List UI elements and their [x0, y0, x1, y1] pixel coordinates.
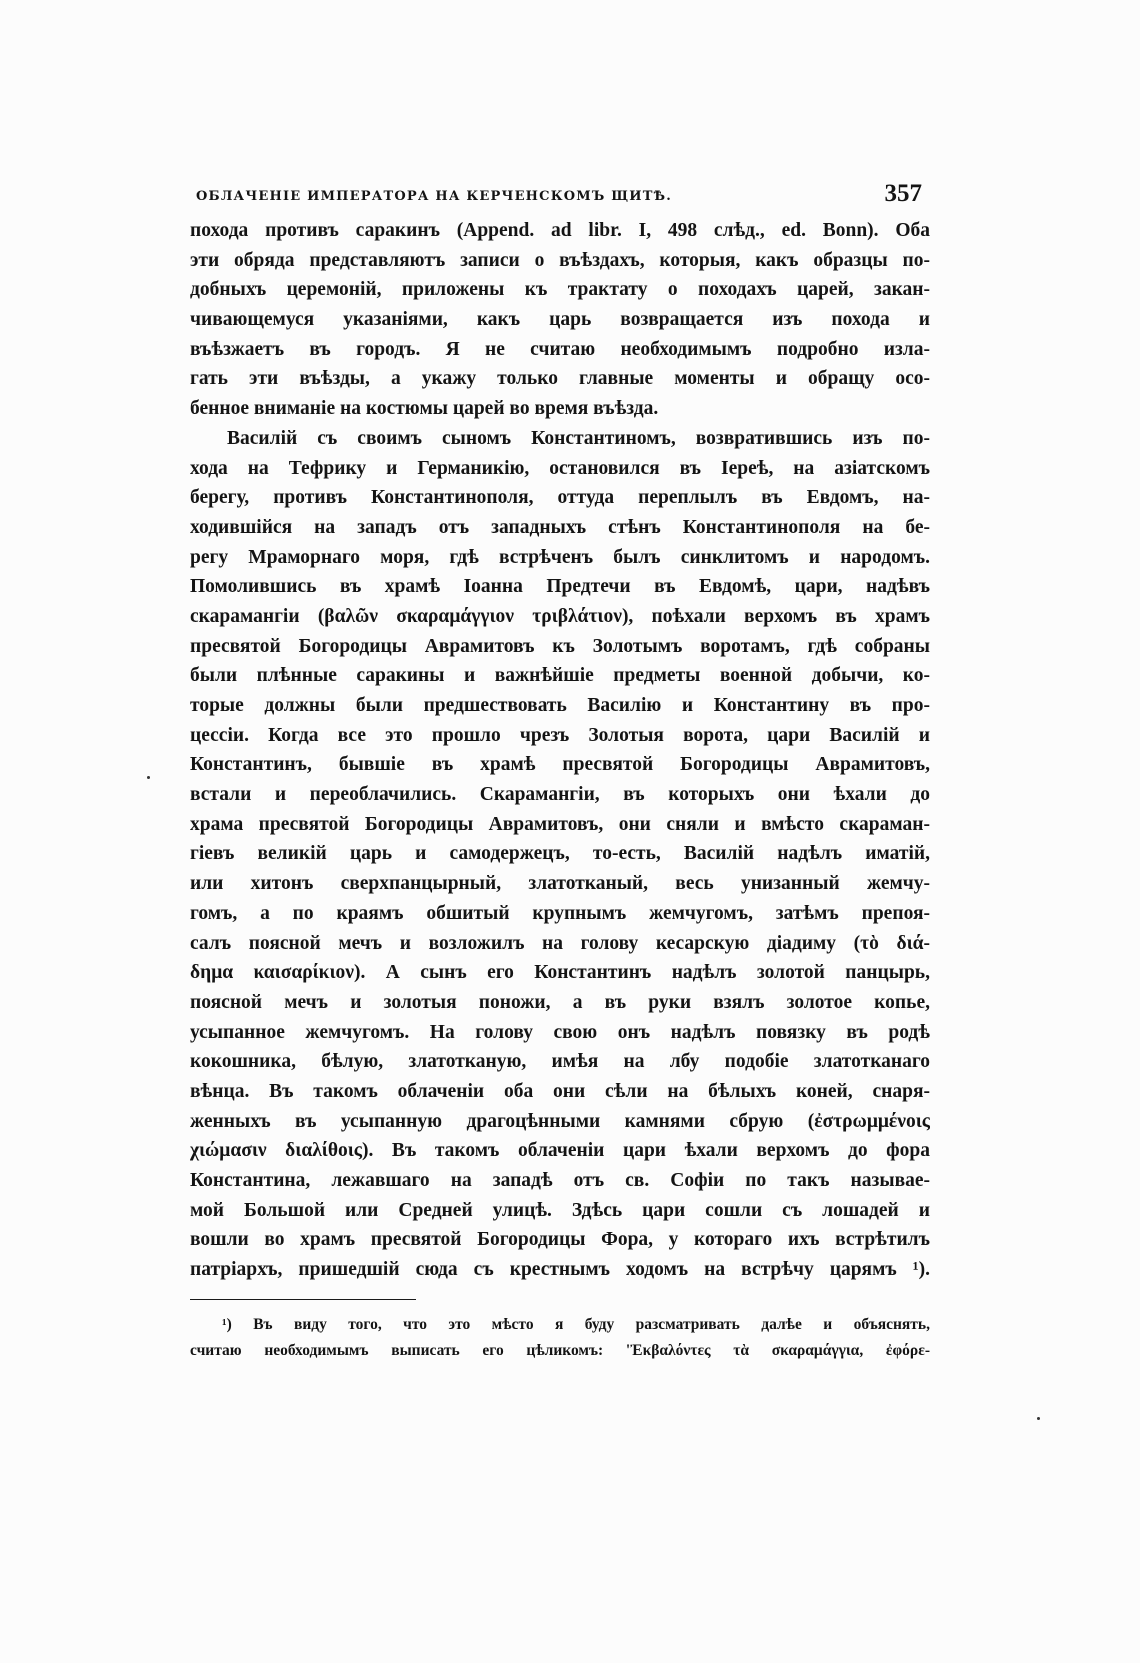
scan-speck — [1037, 1417, 1040, 1420]
text-line: были плѣнные саракины и важнѣйшіе предметы военной добычи, ко- — [190, 665, 930, 687]
text-line: встали и переоблачились. Скарамангіи, въ которыхъ они ѣхали до — [190, 784, 930, 806]
text-line: Помолившись въ храмѣ Іоанна Предтечи въ Евдомѣ, цари, надѣвъ — [190, 576, 930, 598]
text-line: вѣнца. Въ такомъ облаченіи оба они сѣли на бѣлыхъ коней, снаря- — [190, 1080, 930, 1102]
text-line: берегу, противъ Константинополя, оттуда переплылъ въ Евдомъ, на- — [190, 487, 930, 509]
text-line: въѣзжаетъ въ городъ. Я не считаю необходимымъ подробно изла- — [190, 338, 930, 360]
text-line: поясной мечъ и золотыя поножи, а въ руки взялъ золотое копье, — [190, 991, 930, 1013]
text-line: гіевъ великій царь и самодержецъ, то-есть, Василій надѣлъ иматій, — [190, 843, 930, 865]
text-line: женныхъ въ усыпанную драгоцѣнными камнями сбрую (ἐστρωμμένοις — [190, 1110, 930, 1132]
text-line: бенное вниманіе на костюмы царей во время въѣзда. — [190, 398, 659, 420]
footnote — [190, 1312, 930, 1364]
text-line: или хитонъ сверхпанцырный, златотканый, весь унизанный жемчу- — [190, 873, 930, 895]
text-line: храма пресвятой Богородицы Аврамитовъ, они сняли и вмѣсто скараман- — [190, 813, 930, 835]
running-head: ОБЛАЧЕНІЕ ИМПЕРАТОРА НА КЕРЧЕНСКОМЪ ЩИТѢ. — [196, 189, 672, 204]
text-line: скарамангіи (βαλῶν σκαραμάγγιον τριβλάτιον), поѣхали верхомъ въ храмъ — [190, 605, 930, 627]
footnote-divider — [190, 1299, 416, 1300]
text-line: Константина, лежавшаго на западѣ отъ св. Софіи по такъ называе- — [190, 1170, 930, 1191]
text-line: добныхъ церемоній, приложены къ трактату о походахъ царей, закан- — [190, 279, 930, 301]
scan-speck — [147, 776, 150, 779]
text-line: χιώμασιν διαλίθοις). Въ такомъ облаченіи цари ѣхали верхомъ до фора — [190, 1140, 930, 1162]
text-line: гать эти въѣзды, а укажу только главные моменты и обращу осо- — [190, 368, 930, 390]
text-line: Василій съ своимъ сыномъ Константиномъ, возвратившись изъ по- — [227, 427, 930, 449]
text-line: торые должны были предшествовать Василію и Константину въ про- — [190, 695, 930, 716]
main-text — [190, 216, 930, 1285]
text-line: регу Мраморнаго моря, гдѣ встрѣченъ былъ синклитомъ и народомъ. — [190, 546, 930, 568]
text-line: похода противъ саракинъ (Append. ad libr. I, 498 слѣд., ed. Bonn). Оба — [190, 220, 930, 241]
text-line: Константинъ, бывшіе въ храмѣ пресвятой Богородицы Аврамитовъ, — [190, 754, 930, 776]
footnote-line: считаю необходимымъ выписать его цѣликомъ: 'Ἐκβαλόντες τὰ σκαραμάγγια, ἐφόρε- — [190, 1341, 930, 1359]
text-line: δημα καισαρίκιον). А сынъ его Константинъ надѣлъ золотой панцырь, — [190, 962, 930, 984]
text-line: салъ поясной мечъ и возложилъ на голову кесарскую діадиму (τὸ διά- — [190, 932, 930, 954]
text-line: кокошника, бѣлую, златотканую, имѣя на лбу подобіе златотканаго — [190, 1051, 930, 1073]
text-line: патріархъ, пришедшій сюда съ крестнымъ ходомъ на встрѣчу царямъ ¹). — [190, 1259, 930, 1281]
footnote-line: ¹) Въ виду того, что это мѣсто я буду разсматривать далѣе и объяснять, — [222, 1315, 930, 1333]
book-page — [190, 175, 930, 1364]
text-line: чивающемуся указаніями, какъ царь возвращается изъ похода и — [190, 309, 930, 331]
text-line: вошли во храмъ пресвятой Богородицы Фора, у котораго ихъ встрѣтилъ — [190, 1229, 930, 1251]
text-line: эти обряда представляютъ записи о въѣздахъ, которыя, какъ образцы по- — [190, 249, 930, 271]
text-line: цессіи. Когда все это прошло чрезъ Золотыя ворота, цари Василій и — [190, 724, 930, 746]
page-number: 357 — [884, 180, 922, 207]
page-header — [190, 175, 930, 215]
text-line: гомъ, а по краямъ обшитый крупнымъ жемчугомъ, затѣмъ препоя- — [190, 902, 930, 924]
text-line: пресвятой Богородицы Аврамитовъ къ Золотымъ воротамъ, гдѣ собраны — [190, 635, 930, 657]
text-line: мой Большой или Средней улицѣ. Здѣсь цари сошли съ лошадей и — [190, 1199, 930, 1221]
text-line: хода на Тефрику и Германикію, остановился въ Іереѣ, на азіатскомъ — [190, 457, 930, 479]
text-line: усыпанное жемчугомъ. На голову свою онъ надѣлъ повязку въ родѣ — [190, 1021, 930, 1043]
text-line: ходившійся на западъ отъ западныхъ стѣнъ Константинополя на бе- — [190, 516, 930, 538]
